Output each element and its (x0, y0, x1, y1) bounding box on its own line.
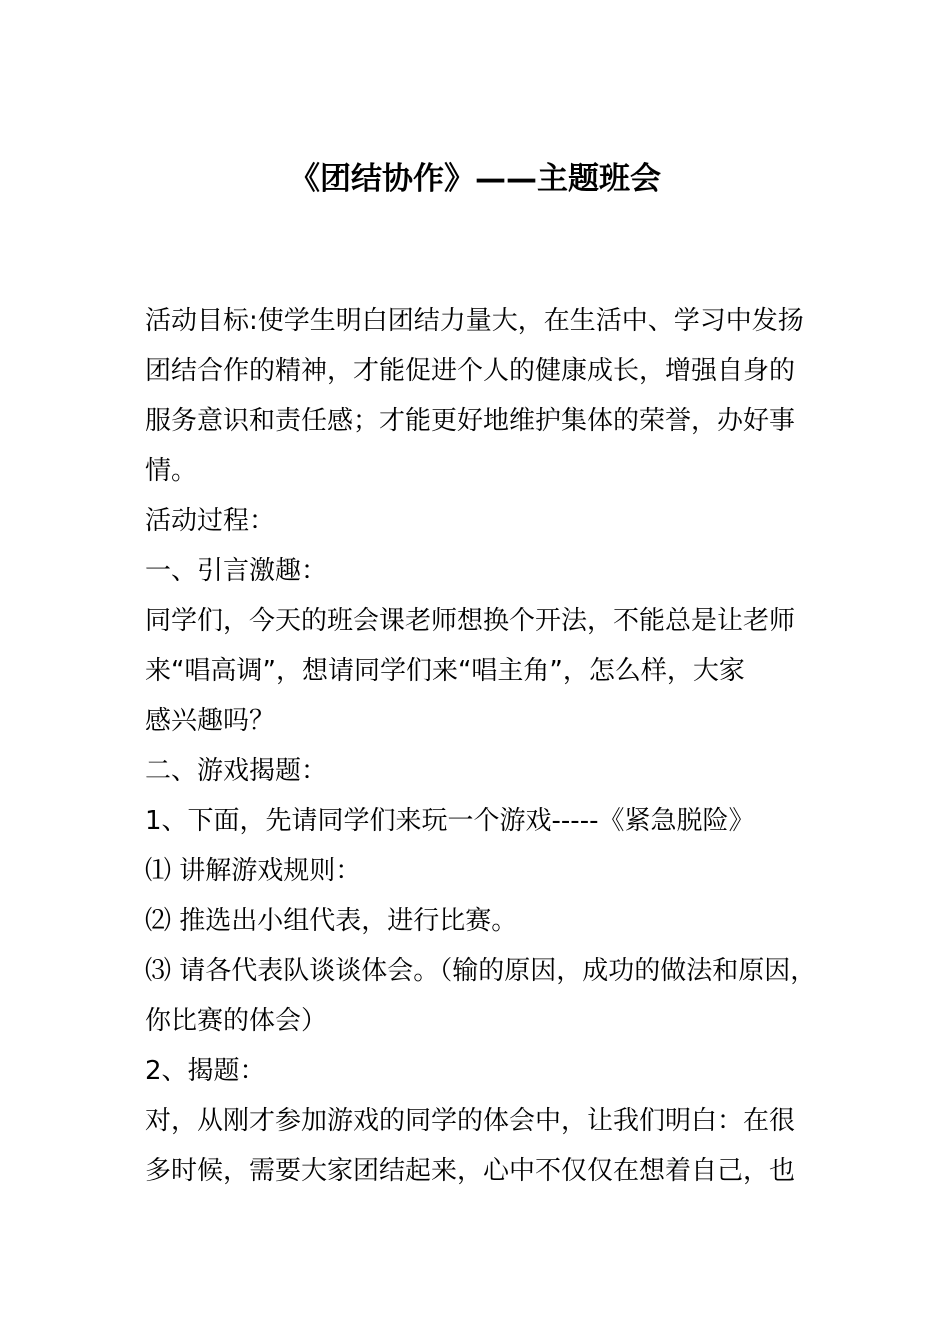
sub-list-item: ⑵ 推选出小组代表，进行比赛。 (145, 906, 518, 936)
sub-list-item: ⑶ 请各代表队谈谈体会。（输的原因，成功的做法和原因， (145, 956, 817, 986)
body-line: 同学们，今天的班会课老师想换个开法，不能总是让老师 (145, 606, 796, 636)
body-line: 对，从刚才参加游戏的同学的体会中，让我们明白：在很 (145, 1106, 796, 1136)
body-line: 来“唱高调”，想请同学们来“唱主角”，怎么样，大家 (145, 656, 745, 686)
body-line: 多时候，需要大家团结起来，心中不仅仅在想着自己，也 (145, 1156, 796, 1186)
sub-list-item: ⑴ 讲解游戏规则： (145, 856, 362, 886)
list-item: 2、揭题： (145, 1056, 266, 1086)
body-line: 情。 (145, 456, 198, 486)
document-body (145, 296, 845, 1196)
body-line: 服务意识和责任感；才能更好地维护集体的荣誉，办好事 (145, 406, 796, 436)
body-line: 你比赛的体会） (145, 1006, 328, 1036)
section-heading: 二、游戏揭题： (145, 756, 328, 786)
section-heading: 一、引言激趣： (145, 556, 328, 586)
document-title: 《团结协作》——主题班会 (289, 161, 661, 197)
body-line: 感兴趣吗？ (145, 706, 276, 736)
section-heading: 活动过程： (145, 506, 276, 536)
list-item: 1、下面，先请同学们来玩一个游戏-----《紧急脱险》 (145, 806, 755, 836)
body-line: 团结合作的精神，才能促进个人的健康成长，增强自身的 (145, 356, 796, 386)
body-line: 活动目标:使学生明白团结力量大，在生活中、学习中发扬 (145, 306, 804, 336)
